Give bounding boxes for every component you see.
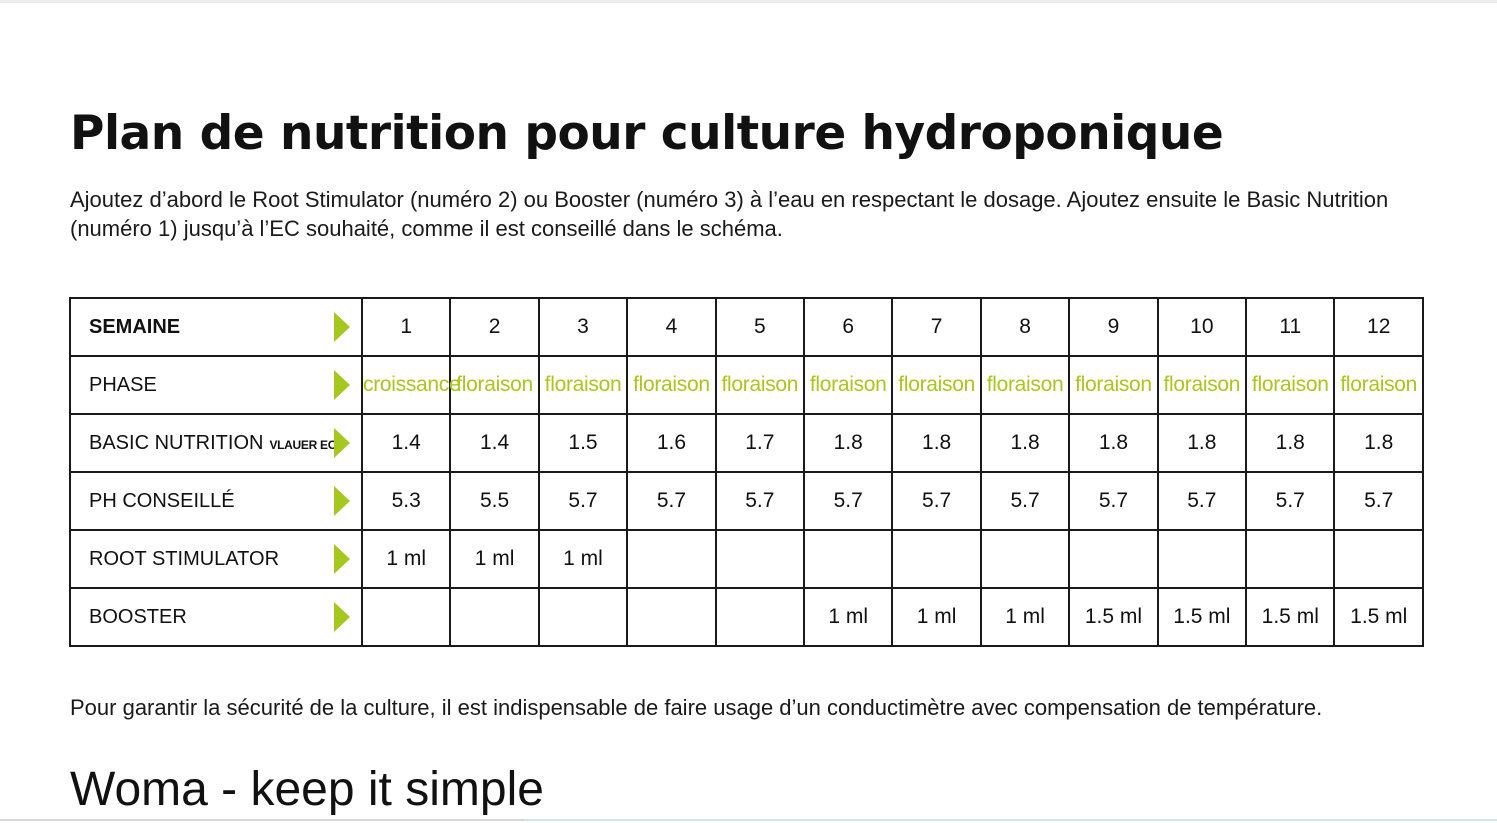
table-cell: 1.5 ml	[1158, 588, 1246, 646]
table-cell	[1334, 530, 1423, 588]
table-cell: 10	[1158, 298, 1246, 356]
table-cell: 11	[1246, 298, 1334, 356]
table-cell: 5.7	[1334, 472, 1423, 530]
table-row-root-stimulator	[70, 530, 1423, 588]
row-label-text: BOOSTER	[89, 605, 187, 628]
intro-paragraph: Ajoutez d’abord le Root Stimulator (numéro 2) ou Booster (numéro 3) à l’eau en respectant le dosage. Ajoutez ensuite le Basic Nutrition (numéro 1) jusqu’à l’EC souhaité, comme il est conseillé dans le schéma.	[70, 187, 1389, 241]
table-cell: floraison	[450, 356, 538, 414]
ec-unit-tag: VLAUER EC	[269, 437, 337, 452]
table-cell: 1 ml	[981, 588, 1069, 646]
table-cell: floraison	[981, 356, 1069, 414]
table-cell	[892, 530, 980, 588]
table-cell	[804, 530, 892, 588]
arrow-right-icon	[334, 428, 350, 458]
table-cell: 5.7	[627, 472, 715, 530]
table-row-ph-conseille	[70, 472, 1423, 530]
table-cell: 1.4	[450, 414, 538, 472]
table-cell: 1.8	[981, 414, 1069, 472]
nutrition-table	[69, 297, 1424, 647]
table-cell: croissance	[362, 356, 450, 414]
table-cell: 8	[981, 298, 1069, 356]
table-cell: 1.8	[1069, 414, 1157, 472]
table-cell: 1 ml	[804, 588, 892, 646]
slogan: Woma - keep it simple	[70, 763, 544, 816]
table-cell: 1.5 ml	[1246, 588, 1334, 646]
table-cell	[450, 588, 538, 646]
table-cell: 1.8	[892, 414, 980, 472]
table-cell: 1 ml	[539, 530, 627, 588]
table-cell: 5.7	[804, 472, 892, 530]
table-cell: 1 ml	[362, 530, 450, 588]
table-cell: 5	[716, 298, 804, 356]
row-label-text: PH CONSEILLÉ	[89, 489, 235, 512]
table-cell: 5.7	[1246, 472, 1334, 530]
table-cell: floraison	[1158, 356, 1246, 414]
table-cell: 3	[539, 298, 627, 356]
table-cell: 1	[362, 298, 450, 356]
table-cell: 1.5	[539, 414, 627, 472]
table-cell	[716, 530, 804, 588]
arrow-right-icon	[334, 370, 350, 400]
arrow-right-icon	[334, 486, 350, 516]
row-label-text: PHASE	[89, 373, 157, 396]
table-cell: floraison	[627, 356, 715, 414]
table-cell: 5.7	[539, 472, 627, 530]
table-cell: 5.3	[362, 472, 450, 530]
row-label-text: ROOT STIMULATOR	[89, 547, 280, 570]
table-cell: 9	[1069, 298, 1157, 356]
table-cell: 5.7	[981, 472, 1069, 530]
table-cell: floraison	[1246, 356, 1334, 414]
table-cell: 5.7	[1069, 472, 1157, 530]
table-cell: 1.8	[804, 414, 892, 472]
row-label-text: BASIC NUTRITION	[89, 431, 264, 454]
table-cell	[1069, 530, 1157, 588]
table-cell: 1.6	[627, 414, 715, 472]
table-row-semaine	[70, 298, 1423, 356]
table-cell: 1.8	[1334, 414, 1423, 472]
table-cell	[362, 588, 450, 646]
table-cell	[716, 588, 804, 646]
row-label-root-stimulator	[70, 530, 362, 588]
table-cell: floraison	[716, 356, 804, 414]
arrow-right-icon	[334, 544, 350, 574]
row-label-basic-nutrition	[70, 414, 362, 472]
table-cell: 5.7	[716, 472, 804, 530]
table-cell: 1.7	[716, 414, 804, 472]
arrow-right-icon	[334, 602, 350, 632]
table-cell: 1.8	[1246, 414, 1334, 472]
table-cell: 2	[450, 298, 538, 356]
table-cell: 4	[627, 298, 715, 356]
table-cell: 12	[1334, 298, 1423, 356]
table-cell: floraison	[539, 356, 627, 414]
table-row-phase	[70, 356, 1423, 414]
row-label-phase	[70, 356, 362, 414]
arrow-right-icon	[334, 312, 350, 342]
table-cell	[627, 588, 715, 646]
table-cell	[1246, 530, 1334, 588]
table-cell: 1.8	[1158, 414, 1246, 472]
table-cell	[981, 530, 1069, 588]
table-cell	[627, 530, 715, 588]
row-label-ph-conseille	[70, 472, 362, 530]
table-cell: floraison	[1334, 356, 1423, 414]
table-cell: floraison	[1069, 356, 1157, 414]
table-cell	[1158, 530, 1246, 588]
table-cell: 7	[892, 298, 980, 356]
table-cell: floraison	[892, 356, 980, 414]
table-cell: 1.5 ml	[1334, 588, 1423, 646]
table-cell: 1.5 ml	[1069, 588, 1157, 646]
footer-note: Pour garantir la sécurité de la culture, il est indispensable de faire usage d’un conductimètre avec compensation de température.	[70, 695, 1323, 720]
row-label-semaine	[70, 298, 362, 356]
table-cell: floraison	[804, 356, 892, 414]
table-cell: 1 ml	[892, 588, 980, 646]
bottom-divider	[0, 819, 1497, 821]
top-divider	[0, 0, 1497, 3]
table-row-booster	[70, 588, 1423, 646]
table-row-basic-nutrition	[70, 414, 1423, 472]
table-cell: 5.5	[450, 472, 538, 530]
table-cell: 5.7	[1158, 472, 1246, 530]
row-label-text: SEMAINE	[89, 315, 181, 338]
table-cell: 1.4	[362, 414, 450, 472]
table-cell	[539, 588, 627, 646]
table-cell: 5.7	[892, 472, 980, 530]
table-cell: 1 ml	[450, 530, 538, 588]
table-cell: 6	[804, 298, 892, 356]
page-title: Plan de nutrition pour culture hydroponique	[70, 106, 1224, 161]
row-label-booster	[70, 588, 362, 646]
